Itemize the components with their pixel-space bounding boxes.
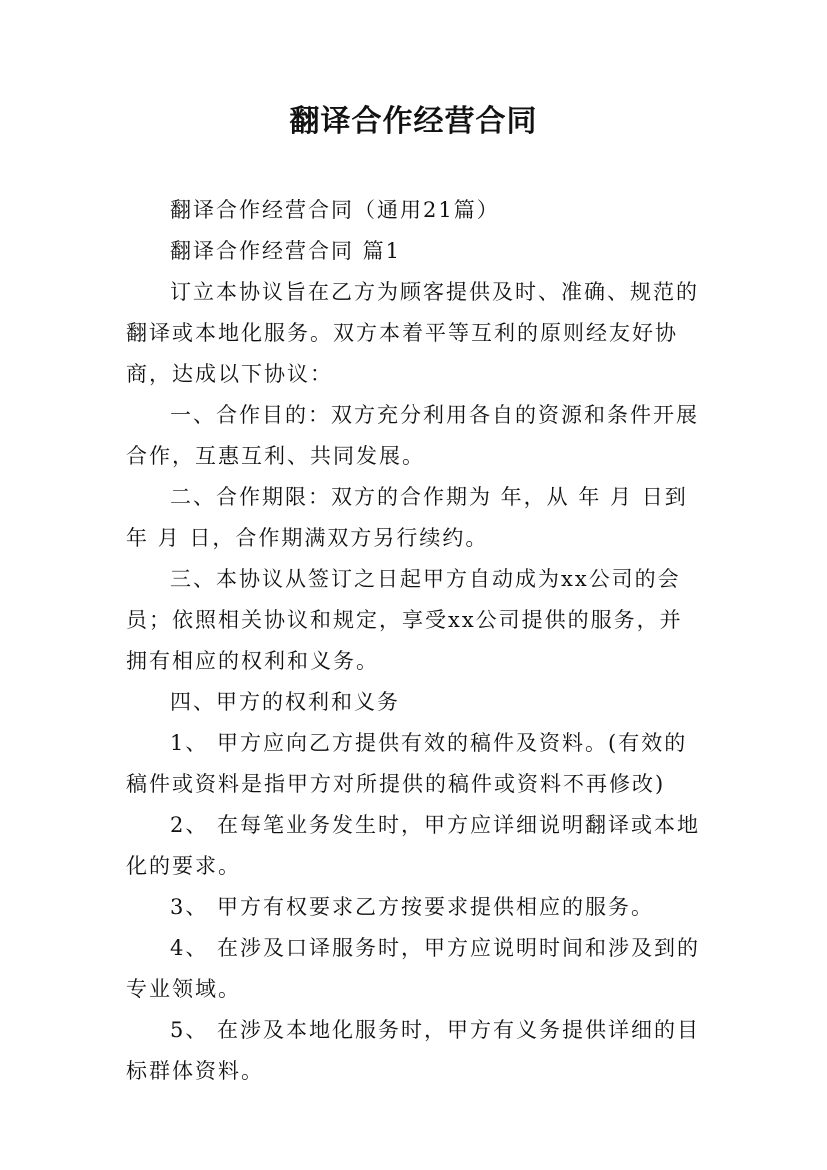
paragraph-3: 订立本协议旨在乙方为顾客提供及时、准确、规范的翻译或本地化服务。双方本着平等互利的原则经友好协商，达成以下协议： xyxy=(126,280,699,386)
paragraph-5: 二、合作期限：双方的合作期为 年，从 年 月 日到 年 月 日，合作期满双方另行续约。 xyxy=(126,485,688,550)
paragraph-6: 三、本协议从签订之日起甲方自动成为xx公司的会员；依照相关协议和规定，享受xx公司提供的服务，并拥有相应的权利和义务。 xyxy=(126,567,683,673)
paragraph-12: 5、 在涉及本地化服务时，甲方有义务提供详细的目标群体资料。 xyxy=(126,1018,701,1083)
paragraph-8: 1、 甲方应向乙方提供有效的稿件及资料。(有效的稿件或资料是指甲方对所提供的稿件或资料不再修改) xyxy=(126,731,688,796)
paragraph-11: 4、 在涉及口译服务时，甲方应说明时间和涉及到的专业领域。 xyxy=(126,936,701,1001)
paragraph-1: 翻译合作经营合同（通用21篇） xyxy=(170,198,500,222)
paragraph-4: 一、合作目的：双方充分利用各自的资源和条件开展合作，互惠互利、共同发展。 xyxy=(126,403,699,468)
paragraph-7: 四、甲方的权利和义务 xyxy=(170,690,400,714)
document-title: 翻译合作经营合同 xyxy=(289,104,538,139)
document-body xyxy=(126,190,702,1092)
paragraph-10: 3、 甲方有权要求乙方按要求提供相应的服务。 xyxy=(170,895,655,919)
paragraph-2: 翻译合作经营合同 篇1 xyxy=(170,239,402,263)
paragraph-9: 2、 在每笔业务发生时，甲方应详细说明翻译或本地化的要求。 xyxy=(126,813,701,878)
